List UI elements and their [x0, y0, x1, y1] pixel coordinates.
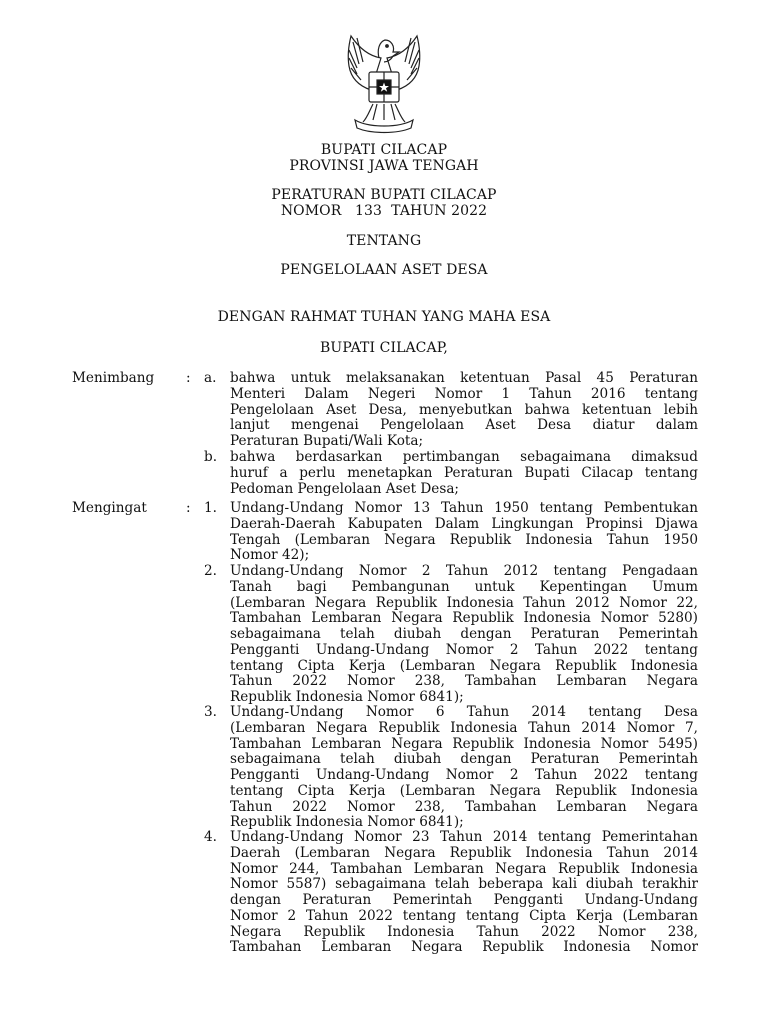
- province-title: PROVINSI JAWA TENGAH: [289, 158, 479, 174]
- about-label: TENTANG: [346, 233, 422, 249]
- item-marker: 1.: [204, 500, 217, 516]
- text-line: (Lembaran Negara Republik Indonesia Tahun 2012 Nomor 22,: [230, 594, 698, 611]
- text-line: sebagaimana telah diubah dengan Peraturan Pemerintah: [230, 751, 698, 768]
- mengingat-colon: :: [186, 500, 191, 516]
- text-line: Undang-Undang Nomor 13 Tahun 1950 tentang Pembentukan: [230, 500, 698, 516]
- menimbang-item-b: [230, 450, 698, 497]
- text-line: Republik Indonesia Nomor 6841);: [230, 689, 464, 705]
- text-line: dengan Peraturan Pemerintah Pengganti Undang-Undang: [230, 892, 698, 908]
- text-line: bahwa untuk melaksanakan ketentuan Pasal 45 Peraturan: [230, 370, 698, 386]
- text-line: Tahun 2022 Nomor 238, Tambahan Lembaran Negara: [230, 673, 698, 690]
- text-line: Pengganti Undang-Undang Nomor 2 Tahun 2022 tentang: [230, 641, 698, 658]
- text-line: Tahun 2022 Nomor 238, Tambahan Lembaran Negara: [230, 798, 698, 815]
- menimbang-label: Menimbang: [72, 370, 155, 386]
- text-line: Nomor 5587) sebagaimana telah beberapa kali diubah terakhir: [230, 876, 698, 893]
- item-marker: a.: [204, 370, 217, 386]
- text-line: tentang Cipta Kerja (Lembaran Negara Republik Indonesia: [230, 782, 698, 799]
- mengingat-label: Mengingat: [72, 500, 147, 516]
- item-marker: 2.: [204, 563, 217, 579]
- text-line: Tengah (Lembaran Negara Republik Indonesia Tahun 1950: [230, 531, 698, 548]
- item-marker: 4.: [204, 829, 217, 845]
- text-line: Pedoman Pengelolaan Aset Desa;: [230, 480, 460, 497]
- text-line: sebagaimana telah diubah dengan Peraturan Pemerintah: [230, 626, 698, 642]
- text-line: Daerah (Lembaran Negara Republik Indonesia Tahun 2014: [230, 844, 698, 861]
- text-line: Tanah bagi Pembangunan untuk Kepentingan Umum: [230, 578, 698, 595]
- regent-salutation: BUPATI CILACAP,: [320, 340, 448, 356]
- text-line: Undang-Undang Nomor 6 Tahun 2014 tentang Desa: [230, 704, 698, 720]
- text-line: huruf a perlu menetapkan Peraturan Bupati Cilacap tentang: [230, 464, 698, 481]
- item-marker: b.: [204, 449, 218, 465]
- regulation-number: NOMOR 133 TAHUN 2022: [280, 203, 488, 219]
- mengingat-item-3: [230, 705, 698, 831]
- mengingat-item-4: [230, 830, 698, 956]
- text-line: tentang Cipta Kerja (Lembaran Negara Republik Indonesia: [230, 657, 698, 674]
- text-line: bahwa berdasarkan pertimbangan sebagaimana dimaksud: [230, 449, 698, 465]
- text-line: Menteri Dalam Negeri Nomor 1 Tahun 2016 tentang: [230, 385, 698, 402]
- text-line: Nomor 244, Tambahan Lembaran Negara Republik Indonesia: [230, 860, 698, 877]
- text-line: Tambahan Lembaran Negara Republik Indonesia Nomor 5495): [230, 735, 698, 752]
- text-line: Tambahan Lembaran Negara Republik Indonesia Nomor: [230, 939, 698, 956]
- text-line: Pengganti Undang-Undang Nomor 2 Tahun 2022 tentang: [230, 767, 698, 783]
- item-marker: 3.: [204, 704, 217, 720]
- regulation-title: PERATURAN BUPATI CILACAP: [271, 187, 497, 203]
- regulation-subject: PENGELOLAAN ASET DESA: [280, 262, 488, 278]
- text-line: Nomor 2 Tahun 2022 tentang tentang Cipta Kerja (Lembaran: [230, 907, 698, 924]
- text-line: Peraturan Bupati/Wali Kota;: [230, 433, 424, 449]
- text-line: Pengelolaan Aset Desa, menyebutkan bahwa ketentuan lebih: [230, 401, 698, 418]
- text-line: Republik Indonesia Nomor 6841);: [230, 814, 464, 831]
- text-line: Undang-Undang Nomor 23 Tahun 2014 tentang Pemerintahan: [230, 829, 698, 845]
- menimbang-colon: :: [186, 370, 191, 386]
- regent-title: BUPATI CILACAP: [320, 142, 448, 158]
- menimbang-item-a: [230, 371, 698, 450]
- text-line: (Lembaran Negara Republik Indonesia Tahun 2014 Nomor 7,: [230, 719, 698, 736]
- mengingat-item-1: [230, 501, 698, 564]
- text-line: Undang-Undang Nomor 2 Tahun 2012 tentang Pengadaan: [230, 563, 698, 579]
- text-line: lanjut mengenai Pengelolaan Aset Desa diatur dalam: [230, 417, 698, 434]
- mengingat-item-2: [230, 564, 698, 706]
- text-line: Daerah-Daerah Kabupaten Dalam Lingkungan Propinsi Djawa: [230, 515, 698, 532]
- text-line: Nomor 42);: [230, 547, 310, 564]
- preamble-line: DENGAN RAHMAT TUHAN YANG MAHA ESA: [217, 309, 551, 325]
- text-line: Negara Republik Indonesia Tahun 2022 Nomor 238,: [230, 923, 698, 940]
- garuda-emblem-icon: [329, 28, 439, 134]
- text-line: Tambahan Lembaran Negara Republik Indonesia Nomor 5280): [230, 610, 698, 627]
